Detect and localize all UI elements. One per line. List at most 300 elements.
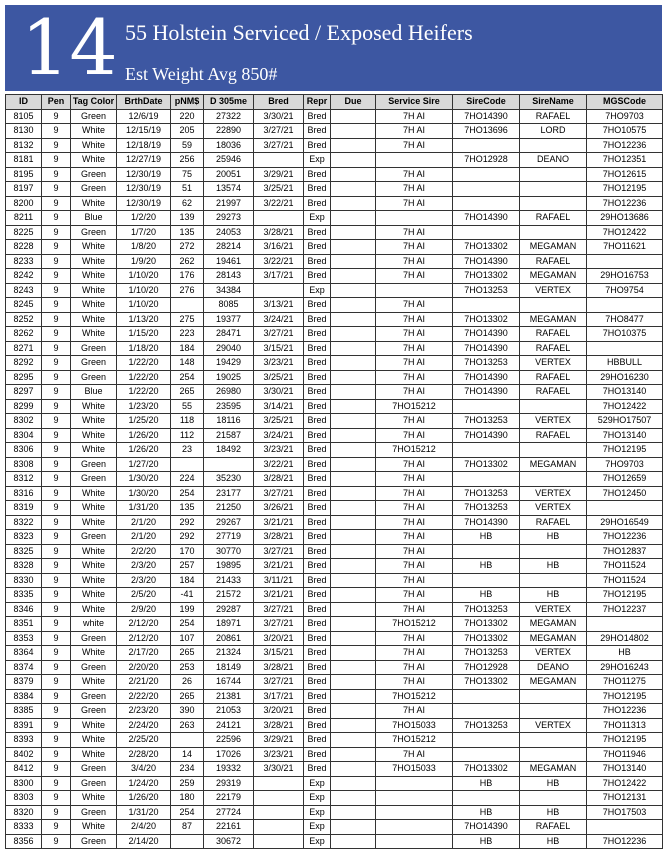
- table-cell: [331, 138, 376, 153]
- table-cell: 1/22/20: [117, 356, 171, 371]
- table-cell: 21572: [204, 588, 254, 603]
- table-cell: 7H AI: [376, 704, 453, 719]
- table-cell: [520, 182, 587, 197]
- table-row: [6, 370, 663, 385]
- table-cell: -41: [171, 588, 204, 603]
- table-cell: 7H AI: [376, 109, 453, 124]
- table-cell: 26: [171, 675, 204, 690]
- table-cell: 9: [42, 153, 71, 168]
- table-cell: 7H AI: [376, 559, 453, 574]
- table-cell: 8181: [6, 153, 42, 168]
- table-cell: [520, 704, 587, 719]
- table-cell: 7HO13253: [453, 602, 520, 617]
- table-cell: 9: [42, 660, 71, 675]
- table-cell: White: [71, 544, 117, 559]
- table-cell: 2/14/20: [117, 834, 171, 849]
- column-header: SireCode: [453, 95, 520, 110]
- table-cell: 224: [171, 472, 204, 487]
- table-cell: 7HO13253: [453, 486, 520, 501]
- table-cell: 24121: [204, 718, 254, 733]
- table-cell: [453, 747, 520, 762]
- table-cell: Bred: [304, 588, 331, 603]
- table-cell: [520, 443, 587, 458]
- table-cell: [453, 167, 520, 182]
- table-cell: 7HO12236: [587, 704, 663, 719]
- table-cell: 8300: [6, 776, 42, 791]
- table-cell: 7HO9703: [587, 457, 663, 472]
- table-cell: Bred: [304, 457, 331, 472]
- table-cell: 7HO12195: [587, 443, 663, 458]
- table-cell: 8292: [6, 356, 42, 371]
- table-cell: White: [71, 240, 117, 255]
- table-cell: [587, 501, 663, 516]
- table-cell: 9: [42, 457, 71, 472]
- column-header: Service Sire: [376, 95, 453, 110]
- table-cell: 22161: [204, 820, 254, 835]
- table-cell: Exp: [304, 776, 331, 791]
- table-cell: 9: [42, 167, 71, 182]
- table-cell: 9: [42, 240, 71, 255]
- table-cell: 9: [42, 631, 71, 646]
- table-cell: [331, 414, 376, 429]
- table-cell: [254, 776, 304, 791]
- table-cell: [204, 457, 254, 472]
- table-cell: 3/22/21: [254, 196, 304, 211]
- table-cell: 19429: [204, 356, 254, 371]
- table-cell: 21053: [204, 704, 254, 719]
- table-cell: [331, 472, 376, 487]
- table-cell: 19332: [204, 762, 254, 777]
- table-cell: 263: [171, 718, 204, 733]
- table-cell: RAFAEL: [520, 428, 587, 443]
- table-cell: 7H AI: [376, 530, 453, 545]
- table-cell: 8322: [6, 515, 42, 530]
- table-cell: White: [71, 791, 117, 806]
- table-cell: HB: [453, 776, 520, 791]
- table-cell: [520, 544, 587, 559]
- table-cell: [331, 457, 376, 472]
- table-cell: [453, 196, 520, 211]
- table-cell: 27719: [204, 530, 254, 545]
- table-cell: 8335: [6, 588, 42, 603]
- table-cell: 9: [42, 544, 71, 559]
- table-cell: 199: [171, 602, 204, 617]
- table-cell: 26980: [204, 385, 254, 400]
- table-cell: 3/27/21: [254, 675, 304, 690]
- table-cell: [453, 733, 520, 748]
- table-cell: Green: [71, 109, 117, 124]
- table-cell: 3/28/21: [254, 660, 304, 675]
- table-cell: Bred: [304, 182, 331, 197]
- table-cell: 7H AI: [376, 457, 453, 472]
- table-cell: 7H AI: [376, 138, 453, 153]
- table-cell: 7HO13302: [453, 762, 520, 777]
- table-cell: Green: [71, 530, 117, 545]
- table-cell: Blue: [71, 211, 117, 226]
- table-cell: White: [71, 501, 117, 516]
- table-cell: 8393: [6, 733, 42, 748]
- table-cell: 7HO13696: [453, 124, 520, 139]
- table-cell: [520, 167, 587, 182]
- table-cell: 2/1/20: [117, 515, 171, 530]
- table-cell: [331, 327, 376, 342]
- table-cell: 3/28/21: [254, 530, 304, 545]
- table-cell: [331, 834, 376, 849]
- table-cell: 9: [42, 486, 71, 501]
- table-cell: Bred: [304, 704, 331, 719]
- table-cell: 2/17/20: [117, 646, 171, 661]
- table-cell: 7H AI: [376, 747, 453, 762]
- table-cell: 7H AI: [376, 544, 453, 559]
- table-cell: MEGAMAN: [520, 762, 587, 777]
- table-cell: 2/25/20: [117, 733, 171, 748]
- table-cell: 8195: [6, 167, 42, 182]
- table-cell: White: [71, 428, 117, 443]
- table-cell: 3/23/21: [254, 356, 304, 371]
- table-cell: 180: [171, 791, 204, 806]
- table-cell: [331, 776, 376, 791]
- table-cell: 254: [171, 617, 204, 632]
- table-cell: 8085: [204, 298, 254, 313]
- table-cell: 7HO11621: [587, 240, 663, 255]
- table-cell: Bred: [304, 370, 331, 385]
- lot-subtitle: Est Weight Avg 850#: [125, 64, 278, 84]
- table-row: [6, 443, 663, 458]
- table-cell: Bred: [304, 167, 331, 182]
- table-cell: [453, 704, 520, 719]
- table-cell: 7H AI: [376, 660, 453, 675]
- table-cell: 3/15/21: [254, 341, 304, 356]
- table-row: [6, 225, 663, 240]
- table-cell: 7HO12236: [587, 138, 663, 153]
- table-cell: 8200: [6, 196, 42, 211]
- table-cell: 7HO10375: [587, 327, 663, 342]
- table-cell: 24053: [204, 225, 254, 240]
- table-cell: [331, 356, 376, 371]
- table-cell: 9: [42, 211, 71, 226]
- table-cell: Green: [71, 704, 117, 719]
- table-cell: 7HO13302: [453, 457, 520, 472]
- table-cell: Bred: [304, 472, 331, 487]
- column-header: SireName: [520, 95, 587, 110]
- table-cell: Exp: [304, 153, 331, 168]
- table-cell: 8333: [6, 820, 42, 835]
- table-cell: Green: [71, 167, 117, 182]
- table-cell: [331, 399, 376, 414]
- table-cell: 7HO11524: [587, 573, 663, 588]
- column-header: MGSCode: [587, 95, 663, 110]
- table-cell: 9: [42, 196, 71, 211]
- table-cell: 8316: [6, 486, 42, 501]
- table-cell: 2/4/20: [117, 820, 171, 835]
- column-header: Bred: [254, 95, 304, 110]
- table-cell: 30672: [204, 834, 254, 849]
- table-cell: [587, 341, 663, 356]
- table-cell: [171, 834, 204, 849]
- table-cell: 265: [171, 385, 204, 400]
- table-cell: [587, 820, 663, 835]
- table-cell: 9: [42, 428, 71, 443]
- table-cell: [331, 182, 376, 197]
- table-cell: 21324: [204, 646, 254, 661]
- table-cell: 7HO11313: [587, 718, 663, 733]
- table-cell: 254: [171, 486, 204, 501]
- table-cell: RAFAEL: [520, 341, 587, 356]
- table-cell: Bred: [304, 762, 331, 777]
- table-cell: 9: [42, 283, 71, 298]
- table-cell: [376, 805, 453, 820]
- table-row: [6, 124, 663, 139]
- table-row: [6, 153, 663, 168]
- table-row: [6, 689, 663, 704]
- table-cell: 18149: [204, 660, 254, 675]
- table-cell: 3/30/21: [254, 385, 304, 400]
- table-cell: 9: [42, 225, 71, 240]
- table-cell: HB: [587, 646, 663, 661]
- table-cell: Bred: [304, 631, 331, 646]
- table-cell: 8353: [6, 631, 42, 646]
- table-cell: 7HO14390: [453, 428, 520, 443]
- table-cell: 253: [171, 660, 204, 675]
- table-cell: HB: [453, 559, 520, 574]
- table-cell: 3/17/21: [254, 689, 304, 704]
- table-cell: 3/27/21: [254, 544, 304, 559]
- table-cell: [331, 269, 376, 284]
- table-cell: [376, 834, 453, 849]
- table-cell: 3/28/21: [254, 225, 304, 240]
- table-cell: 9: [42, 138, 71, 153]
- table-cell: 12/30/19: [117, 196, 171, 211]
- table-cell: Bred: [304, 646, 331, 661]
- table-cell: 7HO14390: [453, 254, 520, 269]
- table-cell: [331, 675, 376, 690]
- table-cell: 7HO13302: [453, 240, 520, 255]
- table-cell: [331, 602, 376, 617]
- table-cell: 17026: [204, 747, 254, 762]
- table-cell: 7HO13302: [453, 631, 520, 646]
- table-cell: 2/28/20: [117, 747, 171, 762]
- table-cell: 7HO13302: [453, 312, 520, 327]
- table-cell: White: [71, 153, 117, 168]
- table-row: [6, 167, 663, 182]
- table-cell: 7H AI: [376, 472, 453, 487]
- table-cell: 7HO15212: [376, 443, 453, 458]
- table-cell: [520, 733, 587, 748]
- lot-banner: [5, 5, 662, 91]
- table-cell: 7HO14390: [453, 515, 520, 530]
- table-cell: Bred: [304, 138, 331, 153]
- table-cell: Exp: [304, 791, 331, 806]
- table-cell: 29HO16549: [587, 515, 663, 530]
- table-cell: 276: [171, 283, 204, 298]
- table-row: [6, 182, 663, 197]
- table-cell: RAFAEL: [520, 820, 587, 835]
- table-cell: [453, 689, 520, 704]
- table-cell: 8130: [6, 124, 42, 139]
- table-cell: 9: [42, 269, 71, 284]
- table-cell: 7HO15212: [376, 733, 453, 748]
- table-cell: 20051: [204, 167, 254, 182]
- table-cell: Green: [71, 805, 117, 820]
- table-cell: 3/21/21: [254, 515, 304, 530]
- table-cell: [331, 153, 376, 168]
- table-cell: 8132: [6, 138, 42, 153]
- table-cell: 7HO13253: [453, 414, 520, 429]
- table-row: [6, 298, 663, 313]
- table-cell: [331, 704, 376, 719]
- table-cell: Green: [71, 356, 117, 371]
- table-cell: 9: [42, 747, 71, 762]
- table-cell: Bred: [304, 124, 331, 139]
- table-cell: [331, 312, 376, 327]
- table-cell: Bred: [304, 747, 331, 762]
- table-body: [6, 109, 663, 849]
- table-cell: 8271: [6, 341, 42, 356]
- table-cell: [254, 834, 304, 849]
- table-row: [6, 283, 663, 298]
- table-cell: 18492: [204, 443, 254, 458]
- table-cell: 9: [42, 109, 71, 124]
- table-row: [6, 820, 663, 835]
- table-cell: [171, 298, 204, 313]
- table-cell: 9: [42, 182, 71, 197]
- table-cell: 21433: [204, 573, 254, 588]
- table-cell: Bred: [304, 385, 331, 400]
- table-cell: White: [71, 399, 117, 414]
- table-cell: 1/22/20: [117, 385, 171, 400]
- table-row: [6, 559, 663, 574]
- table-cell: 8262: [6, 327, 42, 342]
- table-cell: 12/30/19: [117, 167, 171, 182]
- column-header: ID: [6, 95, 42, 110]
- table-cell: VERTEX: [520, 646, 587, 661]
- table-cell: 51: [171, 182, 204, 197]
- table-cell: 9: [42, 646, 71, 661]
- table-cell: 256: [171, 153, 204, 168]
- table-cell: 20861: [204, 631, 254, 646]
- table-row: [6, 486, 663, 501]
- table-cell: [520, 298, 587, 313]
- table-cell: Green: [71, 689, 117, 704]
- table-cell: Bred: [304, 225, 331, 240]
- table-cell: 205: [171, 124, 204, 139]
- column-header: Repr: [304, 95, 331, 110]
- table-cell: 1/24/20: [117, 776, 171, 791]
- table-cell: 7HO10575: [587, 124, 663, 139]
- table-cell: 87: [171, 820, 204, 835]
- table-row: [6, 414, 663, 429]
- table-cell: 13574: [204, 182, 254, 197]
- table-cell: 3/22/21: [254, 254, 304, 269]
- table-cell: [254, 805, 304, 820]
- table-cell: 7HO14390: [453, 211, 520, 226]
- table-cell: [331, 196, 376, 211]
- table-cell: [520, 225, 587, 240]
- table-cell: 234: [171, 762, 204, 777]
- table-cell: 7H AI: [376, 240, 453, 255]
- table-cell: 9: [42, 675, 71, 690]
- table-cell: 9: [42, 399, 71, 414]
- table-cell: [520, 747, 587, 762]
- table-cell: 7HO15212: [376, 399, 453, 414]
- table-cell: Bred: [304, 399, 331, 414]
- table-cell: 8245: [6, 298, 42, 313]
- table-cell: Bred: [304, 414, 331, 429]
- table-cell: 3/17/21: [254, 269, 304, 284]
- table-cell: 2/2/20: [117, 544, 171, 559]
- table-cell: [254, 153, 304, 168]
- table-cell: Exp: [304, 211, 331, 226]
- table-cell: RAFAEL: [520, 385, 587, 400]
- table-cell: 7H AI: [376, 515, 453, 530]
- lot-number: 14: [21, 3, 118, 92]
- table-cell: 9: [42, 602, 71, 617]
- table-cell: 1/26/20: [117, 428, 171, 443]
- table-cell: 7HO12351: [587, 153, 663, 168]
- table-cell: 223: [171, 327, 204, 342]
- table-cell: 7H AI: [376, 298, 453, 313]
- table-cell: 7HO12615: [587, 167, 663, 182]
- table-cell: HB: [453, 588, 520, 603]
- table-cell: 23177: [204, 486, 254, 501]
- table-row: [6, 704, 663, 719]
- table-cell: 3/25/21: [254, 370, 304, 385]
- table-cell: 8330: [6, 573, 42, 588]
- table-cell: RAFAEL: [520, 370, 587, 385]
- table-cell: 16744: [204, 675, 254, 690]
- table-cell: [453, 225, 520, 240]
- table-cell: Bred: [304, 602, 331, 617]
- table-cell: 3/4/20: [117, 762, 171, 777]
- table-cell: 1/31/20: [117, 805, 171, 820]
- table-cell: 7H AI: [376, 124, 453, 139]
- table-cell: 8303: [6, 791, 42, 806]
- table-cell: 7HO13140: [587, 428, 663, 443]
- table-cell: [376, 283, 453, 298]
- table-cell: 184: [171, 341, 204, 356]
- table-cell: [331, 443, 376, 458]
- table-cell: 12/18/19: [117, 138, 171, 153]
- table-cell: 135: [171, 501, 204, 516]
- table-cell: 8346: [6, 602, 42, 617]
- table-cell: [331, 689, 376, 704]
- table-cell: 7HO12450: [587, 486, 663, 501]
- table-row: [6, 254, 663, 269]
- table-cell: 272: [171, 240, 204, 255]
- table-cell: 29273: [204, 211, 254, 226]
- table-cell: 9: [42, 776, 71, 791]
- table-cell: [331, 240, 376, 255]
- table-row: [6, 762, 663, 777]
- table-cell: 7HO15212: [376, 617, 453, 632]
- table-cell: 139: [171, 211, 204, 226]
- table-cell: White: [71, 312, 117, 327]
- table-cell: 7HO13302: [453, 269, 520, 284]
- table-row: [6, 573, 663, 588]
- table-cell: Green: [71, 776, 117, 791]
- table-cell: White: [71, 414, 117, 429]
- table-cell: Green: [71, 660, 117, 675]
- table-cell: 7HO12928: [453, 153, 520, 168]
- table-cell: Green: [71, 472, 117, 487]
- table-cell: 9: [42, 327, 71, 342]
- table-row: [6, 631, 663, 646]
- table-cell: White: [71, 138, 117, 153]
- table-cell: Bred: [304, 675, 331, 690]
- table-cell: 7H AI: [376, 385, 453, 400]
- table-row: [6, 617, 663, 632]
- table-cell: 22890: [204, 124, 254, 139]
